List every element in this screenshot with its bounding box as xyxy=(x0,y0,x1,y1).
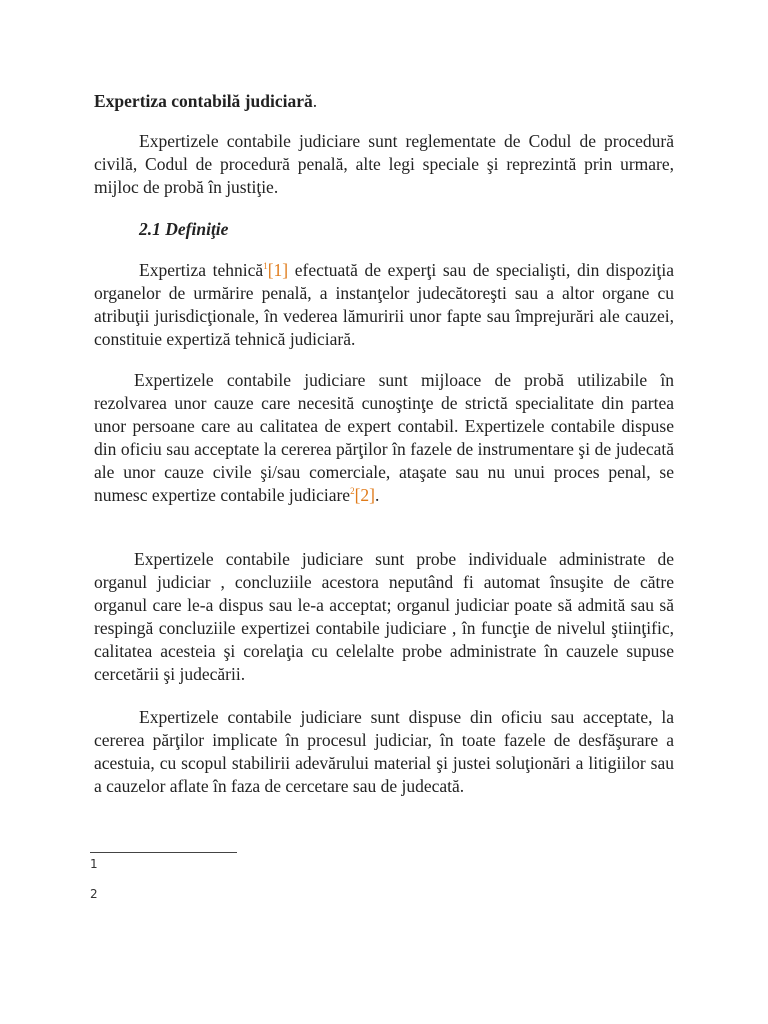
definition-text-after: efectuată de experţi sau de specialişti, din dispoziţia organelor de urmărire penală, a instanţelor judecătoreşti sau a altor organe cu atribuţii jurisdicţionale, în vederea lămuririi unor fapte sau împrejurări ale cauzei, constituie expertiză tehnică judiciară. xyxy=(94,260,674,349)
footnote-link-2[interactable]: [2] xyxy=(354,485,375,505)
footnote-separator xyxy=(90,852,237,853)
document-title-text: Expertiza contabilă judiciară xyxy=(94,91,313,111)
footnote-superscript-2[interactable]: 2 xyxy=(350,486,355,497)
footnote-1: 1 xyxy=(90,857,98,871)
means-of-proof-paragraph xyxy=(94,369,674,507)
section-heading: 2.1 Definiţie xyxy=(139,219,229,239)
means-text: Expertizele contabile judiciare sunt mijloace de probă utilizabile în rezolvarea unor cauze care necesită cunoştinţe de strictă specialitate din partea unor persoane care au calitatea de expert contabil. Expertizele contabile dispuse din oficiu sau acceptate la cererea părţilor în fazele de instrumentare şi de judecată ale unor cauze civile şi/sau comerciale, ataşate sau nu unui proces penal, se numesc expertize contabile judiciare xyxy=(94,370,674,505)
evidence-paragraph: Expertizele contabile judiciare sunt probe individuale administrate de organul judiciar , concluziile acestora neputând fi automat însuşite de către organul care le-a dispus sau le-a acceptat; organul judiciar poate să admită sau să respingă concluziile expertizei contabile judiciare , în funcţie de nivelul ştiinţific, calitatea acesteia şi corelaţia cu celelalte probe administrate în cauzele supuse cercetării şi judecării. xyxy=(94,549,674,684)
footnote-2: 2 xyxy=(90,887,98,901)
document-title xyxy=(94,90,674,113)
document-title-suffix: . xyxy=(312,91,318,111)
footnote-link-1[interactable]: [1] xyxy=(267,260,289,280)
footnote-superscript-1[interactable]: 1 xyxy=(263,261,268,272)
definition-text-before: Expertiza tehnică xyxy=(139,260,264,280)
ordered-paragraph: Expertizele contabile judiciare sunt dispuse din oficiu sau acceptate, la cererea părţilor implicate în procesul judiciar, în toate fazele de desfăşurare a acestuia, cu scopul stabilirii adevărului material şi justei soluţionări a litigiilor sau a cauzelor aflate în faza de cercetare sau de judecată. xyxy=(94,707,674,796)
means-text-end: . xyxy=(374,485,380,505)
intro-paragraph: Expertizele contabile judiciare sunt reglementate de Codul de procedură civilă, Codul de procedură penală, alte legi speciale şi reprezintă prin urmare, mijloc de probă în justiţie. xyxy=(94,131,674,197)
definition-paragraph xyxy=(94,259,674,351)
